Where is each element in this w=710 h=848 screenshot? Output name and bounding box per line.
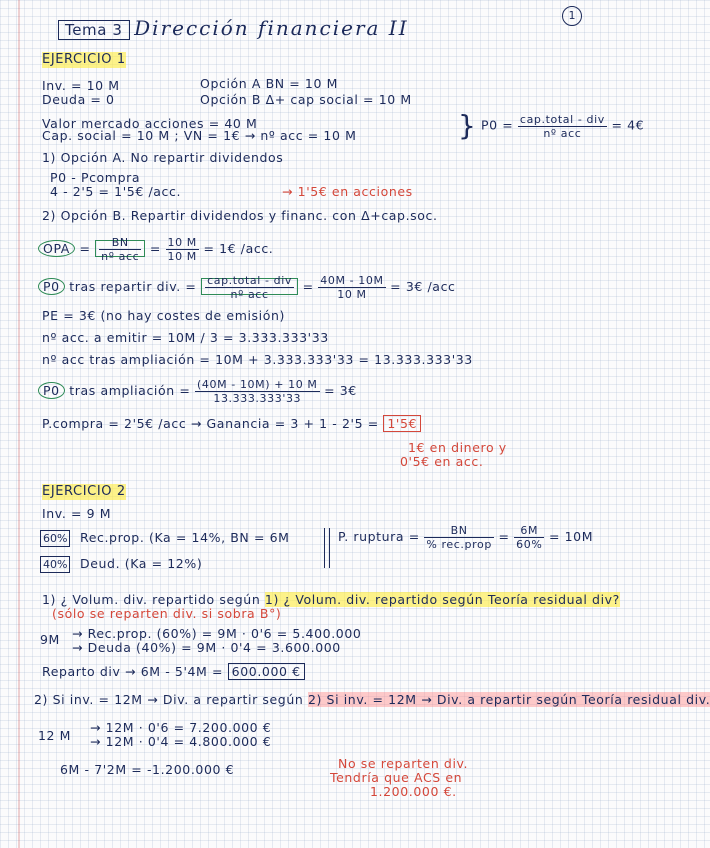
ex1-s1-line-a: P0 - Pcompra bbox=[50, 170, 141, 185]
ex1-p0-formula: } P0 = $\frac{\text{cap.total - div}}{\text{nº acc}}$ = 4€ bbox=[458, 109, 645, 142]
ex1-cap-social: Cap. social = 10 M ; VN = 1€ → nº acc = 10 M bbox=[42, 128, 357, 143]
reparto-result-box: 600.000 € bbox=[228, 663, 305, 680]
ex1-opcion-b: Opción B Δ+ cap social = 10 M bbox=[200, 92, 412, 107]
ex2-q2-note-2: Tendría que ACS en bbox=[330, 770, 463, 785]
subject-title: Dirección financiera II bbox=[134, 16, 409, 40]
ex2-question-1-note: (sólo se reparten div. si sobra B°) bbox=[52, 606, 282, 621]
ex2-pct-60: 60% bbox=[40, 530, 70, 547]
ex1-nacc-tras: nº acc tras ampliación = 10M + 3.333.333'33 = 13.333.333'33 bbox=[42, 352, 473, 367]
brace-icon: } bbox=[458, 109, 477, 142]
opa-circle: OPA bbox=[38, 240, 75, 257]
opa-fraction: $\frac{BN}{\text{nº acc}}$ bbox=[101, 236, 140, 263]
ex1-p0-ampliacion: P0 tras ampliación = $\frac{(40M - 10M) + 10 M}{13.333.333'33}$ = 3€ bbox=[38, 378, 357, 405]
p0-div-fraction: $\frac{\text{cap.total - div}}{\text{nº acc}}$ bbox=[207, 274, 293, 301]
ex1-opa-formula: OPA = $\frac{BN}{\text{nº acc}}$ = $\frac{10 M}{10 M}$ = 1€ /acc. bbox=[38, 236, 273, 263]
topic-box: Tema 3 bbox=[58, 20, 130, 40]
page-number: 1 bbox=[562, 6, 582, 26]
ex2-rec-prop: Rec.prop. (Ka = 14%, BN = 6M bbox=[80, 530, 290, 545]
ex2-reparto: Reparto div → 6M - 5'4M = 600.000 € bbox=[42, 664, 305, 680]
ex2-split-rec: → Rec.prop. (60%) = 9M · 0'6 = 5.400.000 bbox=[72, 626, 362, 641]
ex2-question-2: 2) Si inv. = 12M → Div. a repartir según 2) Si inv. = 12M → Div. a repartir según Teoría residual div. bbox=[34, 692, 710, 707]
ruptura-fraction-values: $\frac{6M}{60\%}$ bbox=[516, 524, 543, 551]
p0-circle: P0 bbox=[38, 278, 65, 295]
ex1-section-2: 2) Opción B. Repartir dividendos y financ. con Δ+cap.soc. bbox=[42, 208, 438, 223]
ganancia-box: 1'5€ bbox=[383, 415, 421, 432]
ex2-q2-calc: 6M - 7'2M = -1.200.000 € bbox=[60, 762, 235, 777]
ex1-nacc-emitir: nº acc. a emitir = 10M / 3 = 3.333.333'33 bbox=[42, 330, 329, 345]
ex1-note-line-1: 1€ en dinero y bbox=[408, 440, 507, 455]
ex1-p0-div-formula: P0 tras repartir div. = $\frac{\text{cap.total - div}}{\text{nº acc}}$ = $\frac{40M - 10M}{10 M}$ = 3€ /acc bbox=[38, 274, 456, 301]
margin-line bbox=[18, 0, 20, 848]
ex1-opcion-a: Opción A BN = 10 M bbox=[200, 76, 338, 91]
ex2-deuda: Deud. (Ka = 12%) bbox=[80, 556, 203, 571]
ex1-note-line-2: 0'5€ en acc. bbox=[400, 454, 484, 469]
page-title bbox=[58, 16, 409, 40]
ex1-heading: EJERCICIO 1 bbox=[42, 52, 126, 67]
ruptura-fraction: $\frac{BN}{\text{\% rec.prop}}$ bbox=[426, 524, 492, 551]
ex2-question-1: 1) ¿ Volum. div. repartido según 1) ¿ Volum. div. repartido según Teoría residual div? bbox=[42, 592, 620, 607]
ex1-valor-mercado: Valor mercado acciones = 40 M bbox=[42, 116, 258, 131]
p0-ampliacion-fraction: $\frac{(40M - 10M) + 10 M}{13.333.333'33}$ bbox=[197, 378, 318, 405]
ex2-split-deuda: → Deuda (40%) = 9M · 0'4 = 3.600.000 bbox=[72, 640, 341, 655]
ex2-q2-note-3: 1.200.000 €. bbox=[370, 784, 457, 799]
ex2-inv: Inv. = 9 M bbox=[42, 506, 112, 521]
p0-fraction: $\frac{\text{cap.total - div}}{\text{nº acc}}$ bbox=[519, 112, 605, 140]
ex2-heading: EJERCICIO 2 bbox=[42, 484, 126, 499]
ex1-s1-result: → 1'5€ en acciones bbox=[282, 184, 413, 199]
ex1-pe: PE = 3€ (no hay costes de emisión) bbox=[42, 308, 285, 323]
p0-div-fraction-values: $\frac{40M - 10M}{10 M}$ bbox=[320, 274, 384, 301]
ex1-deuda: Deuda = 0 bbox=[42, 92, 115, 107]
p0-circle-2: P0 bbox=[38, 382, 65, 399]
opa-fraction-values: $\frac{10 M}{10 M}$ bbox=[167, 236, 197, 263]
ex2-q2-note-1: No se reparten div. bbox=[338, 756, 469, 771]
ex2-punto-ruptura: P. ruptura = $\frac{BN}{\text{\% rec.prop}}$ = $\frac{6M}{60\%}$ = 10M bbox=[338, 524, 594, 551]
ex2-q2-deuda: → 12M · 0'4 = 4.800.000 € bbox=[90, 734, 272, 749]
ex2-pct-40: 40% bbox=[40, 556, 70, 573]
ex1-section-1: 1) Opción A. No repartir dividendos bbox=[42, 150, 284, 165]
double-bar-separator bbox=[324, 528, 330, 568]
ex2-q2-total: 12 M bbox=[38, 728, 72, 743]
ex2-split-total: 9M bbox=[40, 632, 60, 647]
ex1-inv: Inv. = 10 M bbox=[42, 78, 120, 93]
ex2-q2-rec: → 12M · 0'6 = 7.200.000 € bbox=[90, 720, 272, 735]
ex1-s1-line-b: 4 - 2'5 = 1'5€ /acc. bbox=[50, 184, 182, 199]
ex1-pcompra: P.compra = 2'5€ /acc → Ganancia = 3 + 1 - 2'5 = 1'5€ bbox=[42, 416, 421, 432]
